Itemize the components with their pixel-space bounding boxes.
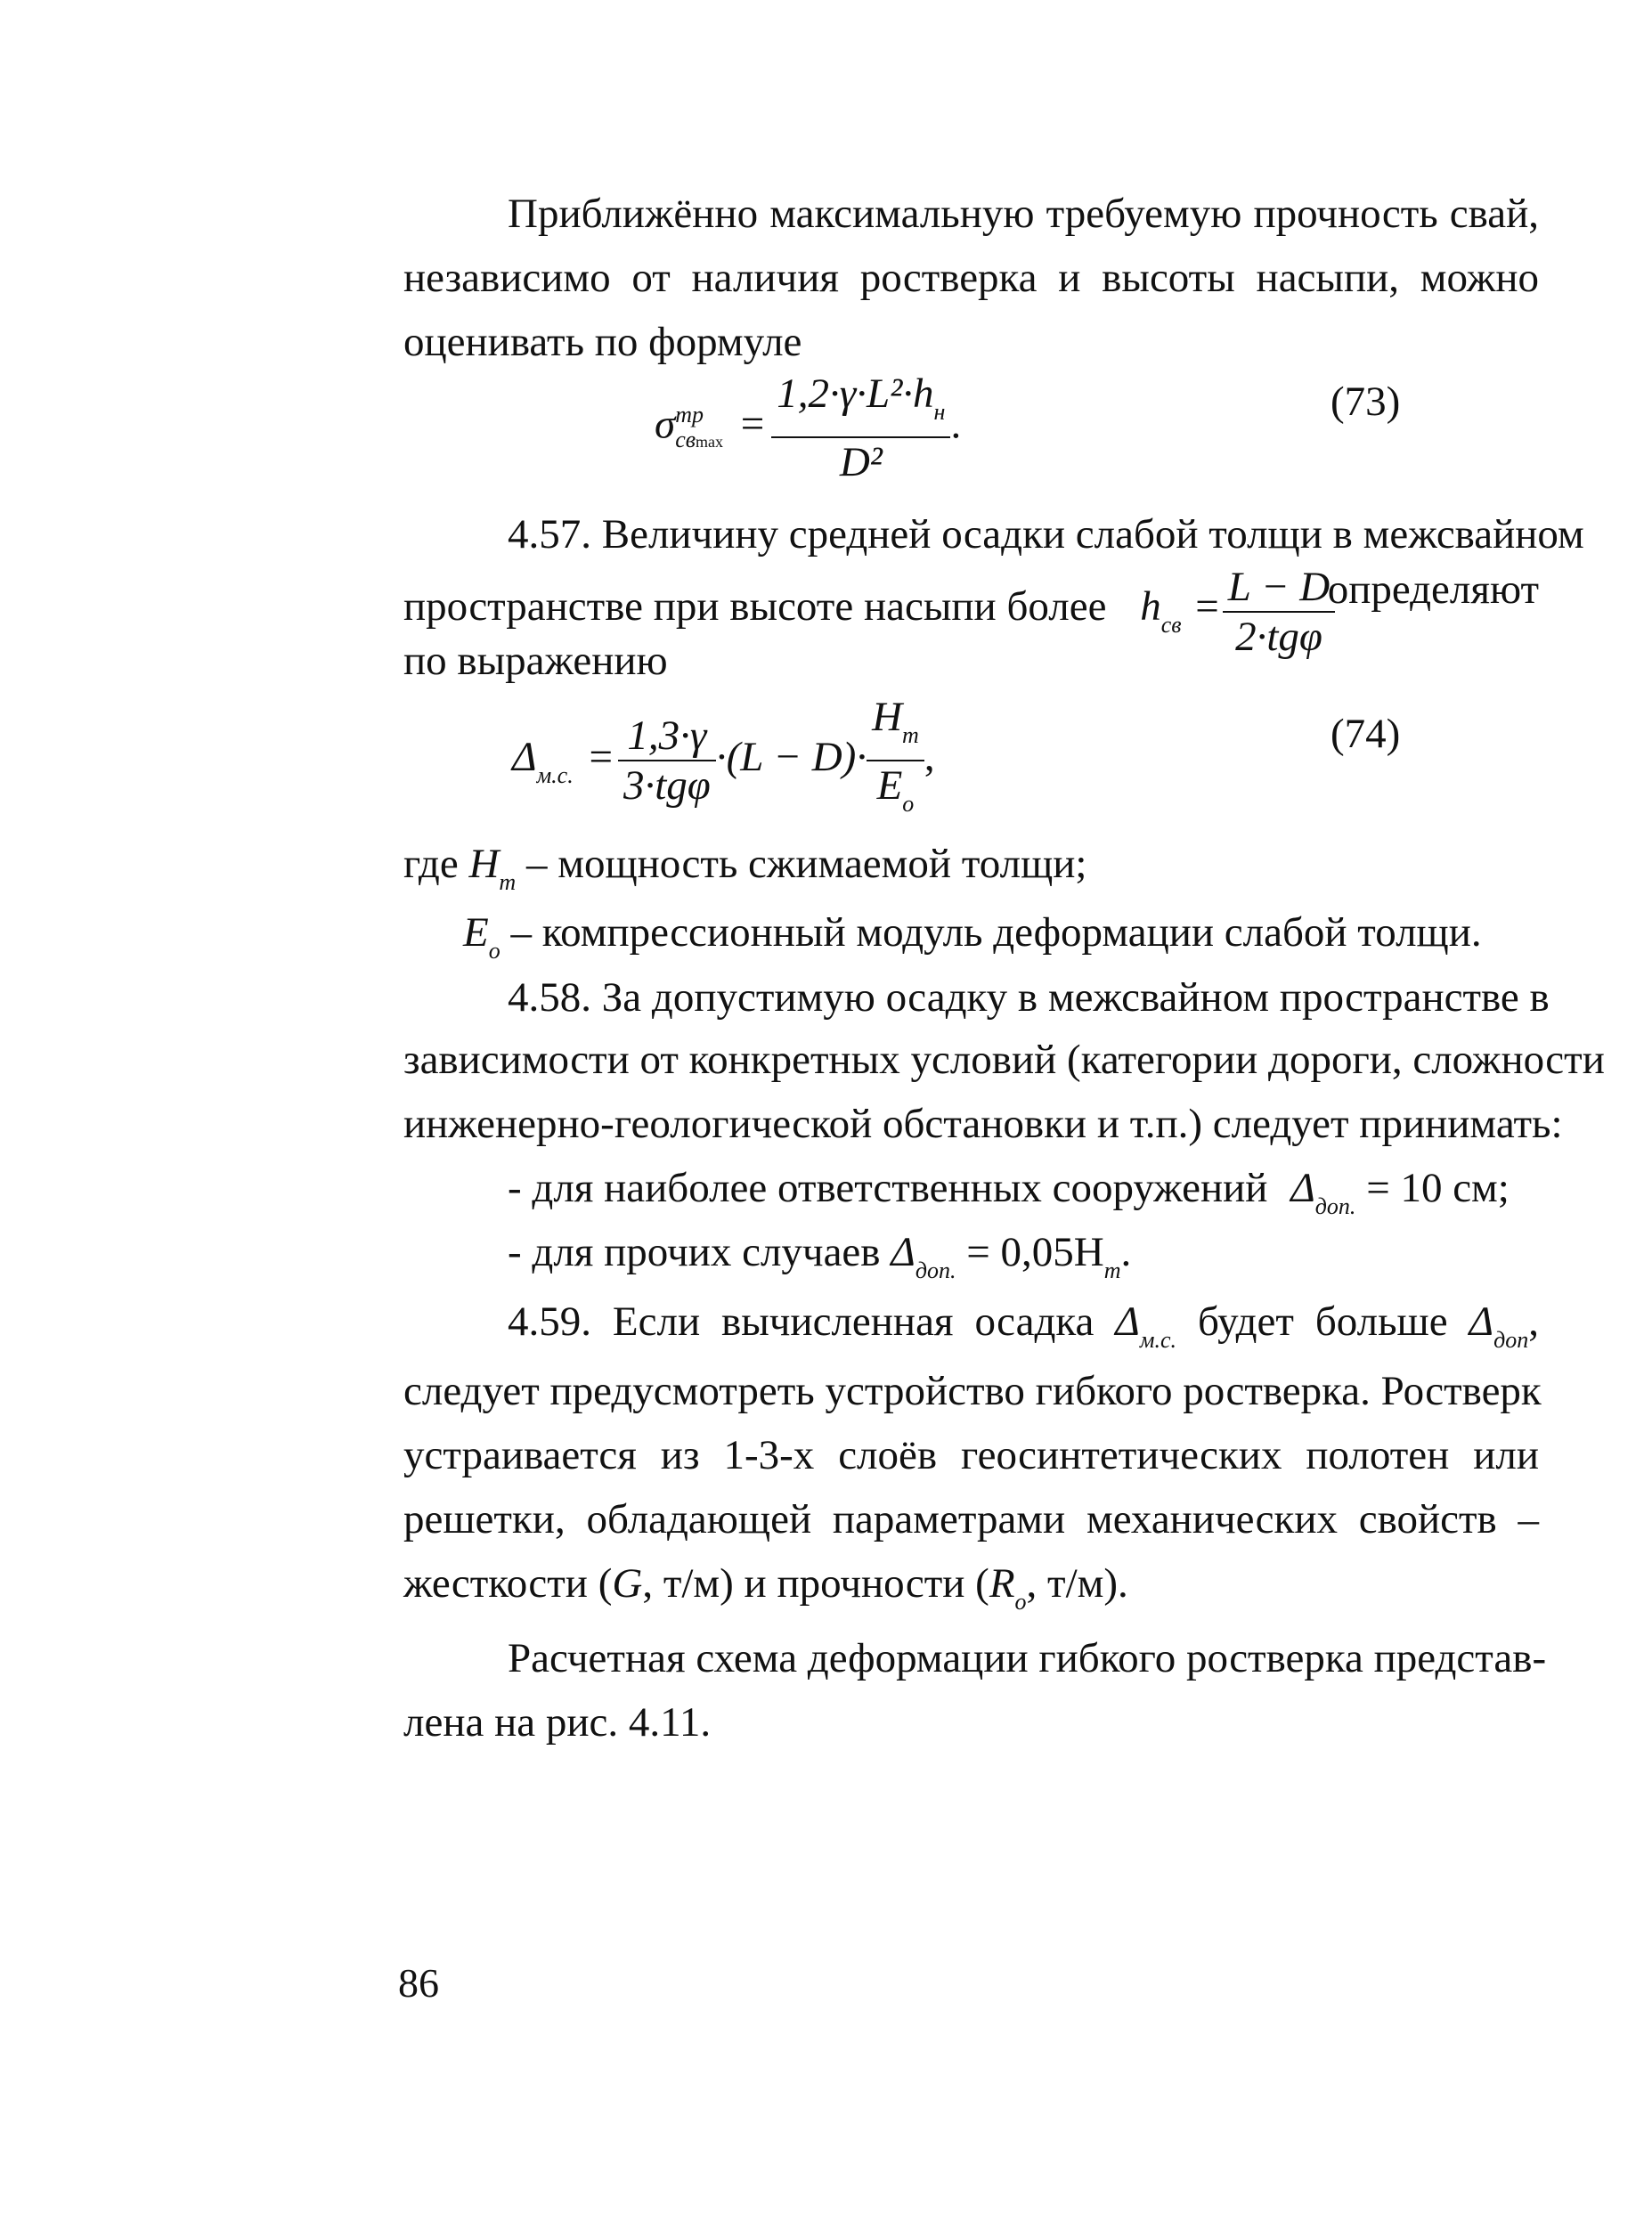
- p2-line3: по выражению: [403, 638, 668, 684]
- p4-line1-delta: Δ: [1115, 1298, 1140, 1345]
- p2-line1: 4.57. Величину средней осадки слабой толщи в межсвайном: [508, 511, 1584, 558]
- f73-eq: =: [740, 401, 765, 448]
- f73-tail: .: [950, 401, 962, 448]
- p4-line1-b: будет больше: [1197, 1298, 1448, 1345]
- f73-sup: тр: [675, 401, 704, 427]
- p3-item2-sub: доп.: [915, 1258, 956, 1283]
- f74-frac1-den: 3·tgφ: [623, 762, 711, 809]
- p4-line5-G: G: [612, 1560, 643, 1607]
- p2-eq: =: [1195, 583, 1219, 630]
- p4-line1-sub: м.с.: [1139, 1327, 1177, 1353]
- p3-item2-text: - для прочих случаев: [508, 1229, 881, 1275]
- p1-line2: независимо от наличия ростверка и высоты насыпи, можно: [403, 255, 1539, 301]
- p4-line1-comma: ,: [1528, 1298, 1540, 1345]
- p2-frac-den: 2·tgφ: [1235, 614, 1322, 660]
- p1-line1: Приближённо максимальную требуемую прочность свай,: [508, 191, 1539, 237]
- p4-line5-c: , т/м).: [1026, 1560, 1128, 1607]
- p3-item2: [508, 1225, 1131, 1298]
- p4-line1-sub2: доп: [1493, 1327, 1529, 1353]
- p2-h-sub: св: [1160, 612, 1182, 638]
- p4-line3: устраивается из 1-3-х слоёв геосинтетических полотен или: [403, 1432, 1539, 1478]
- where-H: H: [468, 841, 500, 887]
- p3-item2-value: = 0,05H: [966, 1229, 1104, 1275]
- p4-line5-a: жесткости (: [403, 1560, 613, 1607]
- f74-eq: =: [589, 733, 613, 780]
- p3-item1: [508, 1161, 1510, 1233]
- f74-middle: ·(L − D)·: [715, 733, 867, 780]
- f73-numerator: 1,2·γ·L²·h: [777, 370, 934, 417]
- f74-frac2-den-sub: о: [902, 791, 915, 817]
- f74-fraction-2: [867, 693, 924, 828]
- f74-sub: м.с.: [536, 761, 574, 788]
- p3-item1-delta: Δ: [1290, 1165, 1315, 1211]
- eq-number-74: (74): [1331, 711, 1401, 757]
- where-H-sub: т: [499, 869, 517, 895]
- f74-frac1-num: 1,3·γ: [618, 712, 716, 761]
- p4-line4: решетки, обладающей параметрами механических свойств –: [403, 1496, 1539, 1542]
- p2-frac-num: L − D: [1223, 563, 1335, 613]
- f74-delta: Δ: [512, 733, 537, 780]
- p2-fraction: [1223, 563, 1335, 661]
- p2-line2-b: определяют: [1327, 566, 1539, 613]
- formula-73: [655, 370, 961, 486]
- p3-line2: зависимости от конкретных условий (категории дороги, сложности: [403, 1037, 1605, 1083]
- where-line1: [403, 837, 1086, 909]
- f73-sub: св: [675, 426, 696, 452]
- where-E-sub: о: [488, 938, 500, 964]
- f74-frac2-num: H: [872, 694, 903, 740]
- p3-item2-dot: .: [1120, 1229, 1132, 1275]
- p2-line2-a: пространстве при высоте насыпи более: [403, 583, 1107, 630]
- f74-fraction-1: [618, 712, 716, 810]
- where-E: E: [463, 909, 489, 956]
- p4-line1-a: 4.59. Если вычисленная осадка: [508, 1298, 1095, 1345]
- p5-line1: Расчетная схема деформации гибкого ростверка представ-: [508, 1635, 1547, 1681]
- f73-subsub: max: [696, 432, 724, 451]
- p4-line5: [403, 1557, 1128, 1629]
- p3-line3: инженерно-геологической обстановки и т.п.) следует принимать:: [403, 1101, 1563, 1147]
- p3-line1: 4.58. За допустимую осадку в межсвайном пространстве в: [508, 974, 1550, 1021]
- f73-sigma: σ: [655, 401, 676, 448]
- p3-item1-value: = 10 см;: [1366, 1165, 1510, 1211]
- f74-frac2-num-sub: т: [902, 722, 919, 748]
- where-line2-text: – компрессионный модуль деформации слабой толщи.: [510, 909, 1482, 956]
- where-gde: где: [403, 841, 459, 887]
- page-number: 86: [398, 1960, 439, 2006]
- p4-line2: следует предусмотреть устройство гибкого ростверка. Ростверк: [403, 1368, 1542, 1414]
- p4-line1-delta2: Δ: [1469, 1298, 1494, 1345]
- f74-tail: ,: [924, 733, 935, 780]
- f73-denominator: D²: [839, 439, 883, 485]
- formula-74: [512, 693, 935, 828]
- where-line2: [463, 906, 1482, 978]
- where-line1-text: – мощность сжимаемой толщи;: [525, 841, 1087, 887]
- p4-line1: [508, 1295, 1539, 1367]
- f74-frac2-den: E: [876, 762, 903, 809]
- p3-item1-sub: доп.: [1314, 1193, 1356, 1219]
- p4-line5-b: , т/м) и прочности (: [642, 1560, 989, 1607]
- f73-fraction: [771, 370, 950, 486]
- p5-line2: лена на рис. 4.11.: [403, 1699, 712, 1746]
- p1-line3: оценивать по формуле: [403, 319, 802, 365]
- p4-line5-R: R: [989, 1560, 1015, 1607]
- p3-item1-text: - для наиболее ответственных сооружений: [508, 1165, 1268, 1211]
- eq-number-73: (73): [1331, 378, 1401, 425]
- p3-item2-sub2: т: [1103, 1258, 1121, 1283]
- p3-item2-delta: Δ: [891, 1229, 916, 1275]
- p2-h: h: [1140, 583, 1161, 630]
- f73-num-sub: н: [933, 399, 946, 425]
- p4-line5-R-sub: о: [1014, 1589, 1027, 1615]
